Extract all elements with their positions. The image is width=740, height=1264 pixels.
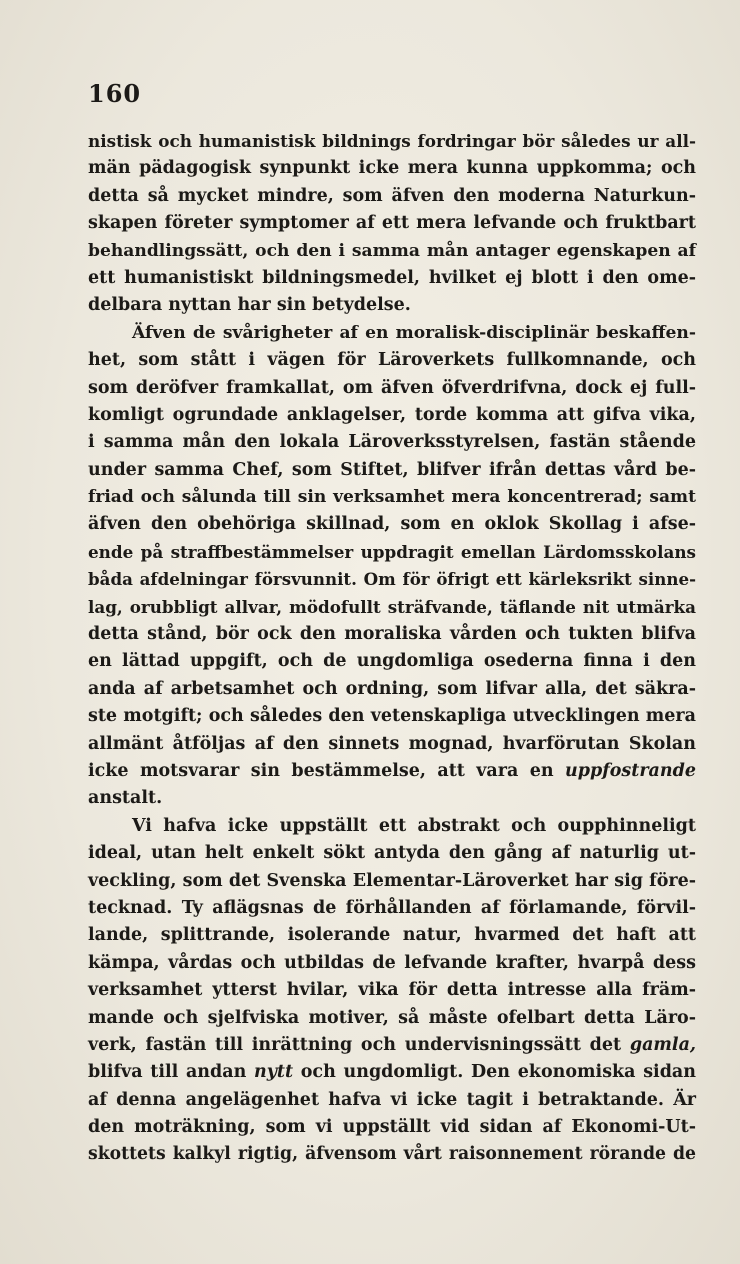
text-line: veckling, som det Svenska Elementar-Läroverket har sig före-	[88, 870, 696, 891]
text-line: under samma Chef, som Stiftet, blifver ifrån dettas vård be-	[88, 459, 696, 480]
text-line: lag, orubbligt allvar, mödofullt sträfvande, täflande nit utmärka	[88, 596, 696, 617]
text-line: anstalt.	[88, 788, 163, 809]
text-segment: verk, fastän till inrättning och undervisningssätt det	[88, 1034, 630, 1055]
text-line: båda afdelningar försvunnit. Om för öfrigt ett kärleksrikt sinne-	[88, 569, 696, 590]
text-line: ideal, utan helt enkelt sökt antyda den gång af naturlig ut-	[88, 843, 696, 864]
text-line	[88, 1032, 696, 1059]
text-line: komligt ogrundade anklagelser, torde komma att gifva vika,	[88, 404, 696, 425]
text-line: behandlingssätt, och den i samma mån antager egenskapen af	[88, 240, 696, 261]
text-line	[88, 758, 696, 785]
text-line: anda af arbetsamhet och ordning, som lifvar alla, det säkra-	[88, 678, 696, 699]
text-line: kämpa, vårdas och utbildas de lefvande krafter, hvarpå dess	[88, 952, 696, 973]
text-line: Vi hafva icke uppställt ett abstrakt och oupphinneligt	[132, 815, 696, 836]
text-line: skapen företer symptomer af ett mera lefvande och fruktbart	[88, 213, 696, 234]
text-line: en lättad uppgift, och de ungdomliga osederna finna i den	[88, 651, 696, 672]
text-line: tecknad. Ty aflägsnas de förhållanden af förlamande, förvil-	[88, 897, 696, 918]
text-line: detta så mycket mindre, som äfven den moderna Naturkun-	[88, 185, 696, 206]
emphasized-word: gamla,	[629, 1034, 696, 1055]
text-line: friad och sålunda till sin verksamhet mera koncentrerad; samt	[88, 487, 696, 508]
text-line: het, som stått i vägen för Läroverkets fullkomnande, och	[88, 350, 696, 371]
text-line: män pädagogisk synpunkt icke mera kunna uppkomma; och	[88, 158, 696, 179]
text-line: detta stånd, bör ock den moraliska vården och tukten blifva	[88, 624, 696, 645]
text-line: äfven den obehöriga skillnad, som en oklok Skollag i afse-	[88, 514, 696, 535]
text-line: i samma mån den lokala Läroverksstyrelsen, fastän stående	[88, 432, 696, 453]
text-line: verksamhet ytterst hvilar, vika för detta intresse alla främ-	[88, 980, 696, 1001]
text-line: allmänt åtföljas af den sinnets mognad, hvarförutan Skolan	[88, 733, 696, 754]
text-line: ste motgift; och således den vetenskapliga utvecklingen mera	[88, 706, 696, 727]
text-line: af denna angelägenhet hafva vi icke tagit i betraktande. Är	[88, 1089, 696, 1110]
text-line	[88, 1059, 696, 1086]
text-line: mande och sjelfviska motiver, så måste ofelbart detta Läro-	[88, 1007, 696, 1028]
text-line: den moträkning, som vi uppställt vid sidan af Ekonomi-Ut-	[88, 1117, 696, 1138]
text-line: Äfven de svårigheter af en moralisk-disciplinär beskaffen-	[132, 322, 696, 343]
text-line: skottets kalkyl rigtig, äfvensom vårt raisonnement rörande de	[88, 1144, 696, 1165]
text-line: ett humanistiskt bildningsmedel, hvilket ej blott i den ome-	[88, 267, 696, 288]
body-text	[88, 128, 696, 1169]
text-line: lande, splittrande, isolerande natur, hvarmed det haft att	[88, 925, 696, 946]
text-segment: och ungdomligt. Den ekonomiska sidan	[293, 1062, 696, 1083]
text-line: nistisk och humanistisk bildnings fordringar bör således ur all-	[88, 131, 696, 151]
emphasized-word: nytt	[254, 1062, 294, 1083]
text-line: som deröfver framkallat, om äfven öfverdrifvna, dock ej full-	[88, 377, 696, 398]
emphasized-word: uppfostrande	[565, 760, 696, 781]
text-segment: blifva till andan	[88, 1062, 255, 1083]
page-number: 160	[88, 79, 142, 108]
text-line: ende på straffbestämmelser uppdragit emellan Lärdomsskolans	[88, 541, 696, 562]
text-segment: icke motsvarar sin bestämmelse, att vara en	[88, 760, 565, 781]
text-line: delbara nyttan har sin betydelse.	[88, 295, 411, 316]
